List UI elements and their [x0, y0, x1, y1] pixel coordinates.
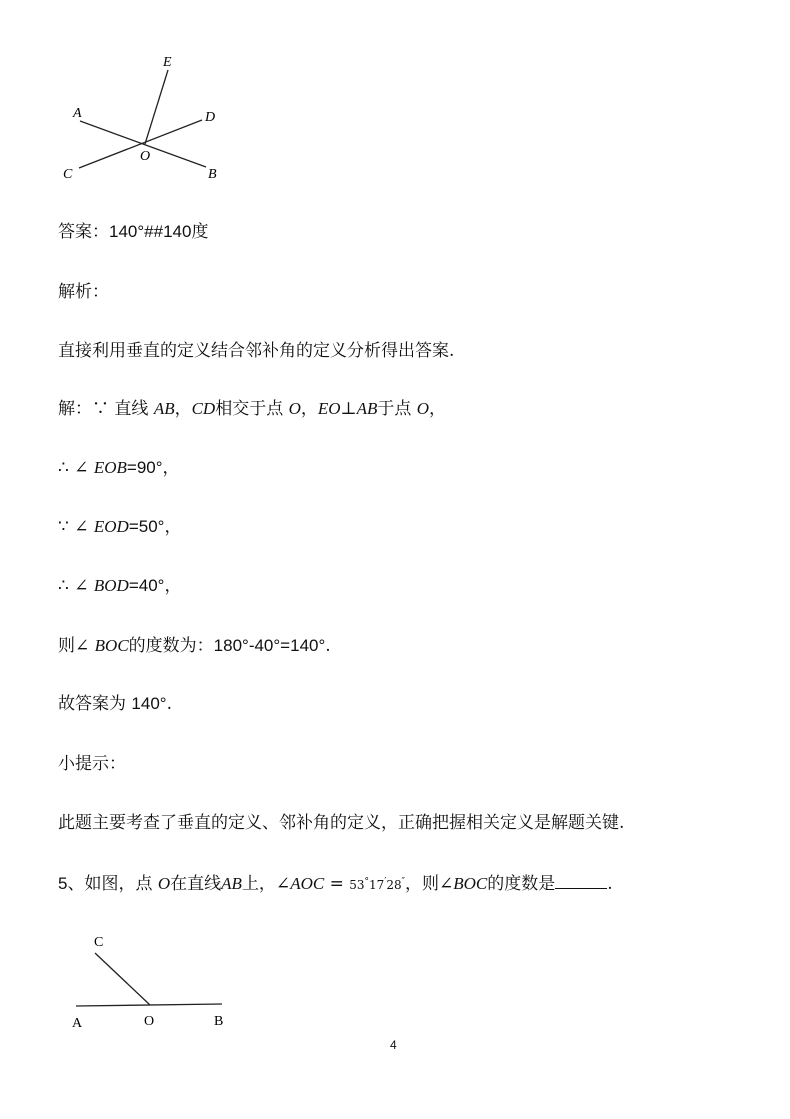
question-5 [58, 871, 613, 896]
sol2-pre: ∴ ∠ [58, 458, 94, 478]
sol1-o2: O [416, 399, 430, 418]
sol3-pre: ∵ ∠ [58, 517, 94, 537]
q5-d: 的度数是 [487, 874, 556, 894]
label-b: B [208, 167, 217, 182]
q5-boc: BOC [453, 874, 488, 893]
sol1-o1: O [288, 399, 301, 418]
tip-label: 小提示： [58, 754, 126, 774]
sol1-comma1: ， [174, 399, 192, 419]
q5-a: 在直线 [170, 874, 222, 894]
q5-ab: AB [221, 874, 242, 893]
sol2-value: =90°， [126, 458, 180, 477]
q5-num: 5、如图，点 [58, 874, 153, 893]
ray-oc [95, 953, 150, 1005]
sol1-cd: CD [191, 399, 216, 418]
sol6-end: . [166, 694, 172, 714]
q5-aoc: AOC [290, 874, 325, 893]
answer-label: 答案： [58, 222, 109, 242]
q5-sec-sym: ″ [401, 877, 406, 887]
label-b-2: B [214, 1014, 224, 1029]
label-c: C [63, 167, 73, 182]
sol5-pre: 则∠ [58, 636, 95, 656]
sol5-angle: BOC [94, 636, 129, 655]
label-o-2: O [144, 1014, 155, 1029]
sol1-end: ， [429, 399, 447, 419]
label-c-2: C [94, 935, 104, 950]
q5-o: O [157, 874, 171, 893]
sol1-ab2: AB [356, 399, 378, 418]
sol6-value: 140° [131, 694, 167, 713]
sol1-ab: AB [153, 399, 175, 418]
sol5-end: . [325, 636, 331, 656]
sol1-c: 于点 [377, 399, 412, 419]
solution-line-2 [58, 457, 180, 479]
q5-b: 上，∠ [241, 874, 291, 894]
answer-line [58, 221, 208, 243]
solution-line-1 [58, 398, 446, 420]
label-a-2: A [72, 1016, 83, 1031]
sol6-pre: 故答案为 [58, 694, 132, 714]
answer-value: 140°##140 [109, 222, 192, 241]
sol1-b: 相交于点 [215, 399, 284, 419]
sol4-angle: BOD [93, 576, 129, 595]
q5-angle-value [349, 878, 405, 892]
solution-line-4 [58, 575, 181, 597]
label-a: A [73, 106, 82, 121]
figure-angle-aoc [0, 925, 260, 1035]
q5-end: . [607, 874, 613, 894]
label-e: E [163, 55, 172, 70]
page-number: 4 [390, 1038, 397, 1052]
solution-line-6 [58, 693, 172, 715]
sol1-a: 解：∵ 直线 [58, 399, 149, 419]
sol4-pre: ∴ ∠ [58, 576, 94, 596]
solution-line-5 [58, 635, 331, 657]
sol4-value: =40°， [128, 576, 182, 595]
solution-line-3 [58, 516, 181, 538]
explanation-text: 直接利用垂直的定义结合邻补角的定义分析得出答案. [58, 341, 455, 361]
answer-blank[interactable] [555, 874, 607, 889]
sol3-angle: EOD [93, 517, 129, 536]
sol1-comma2: ， [300, 399, 318, 419]
q5-eq: = [324, 874, 350, 894]
q5-sec: 28 [386, 878, 402, 892]
q5-deg-sym: ° [364, 877, 370, 887]
q5-c: ，则∠ [405, 874, 454, 894]
sol5-value: 180°-40°=140° [213, 636, 326, 655]
q5-min: 17 [369, 878, 385, 892]
analysis-label: 解析： [58, 282, 109, 302]
ray-oe [145, 70, 168, 144]
q5-min-sym: ′ [384, 877, 387, 887]
figure-intersecting-lines [0, 0, 260, 190]
answer-unit: 度 [191, 222, 209, 242]
q5-deg: 53 [349, 878, 365, 892]
sol2-angle: EOB [93, 458, 127, 477]
sol1-eo: EO [317, 399, 341, 418]
sol5-mid: 的度数为： [128, 636, 214, 656]
label-d: D [205, 110, 216, 125]
perp-symbol: ⊥ [340, 399, 357, 419]
label-o: O [140, 149, 151, 164]
tip-text: 此题主要考查了垂直的定义、邻补角的定义，正确把握相关定义是解题关键. [58, 813, 625, 833]
sol3-value: =50°， [128, 517, 182, 536]
